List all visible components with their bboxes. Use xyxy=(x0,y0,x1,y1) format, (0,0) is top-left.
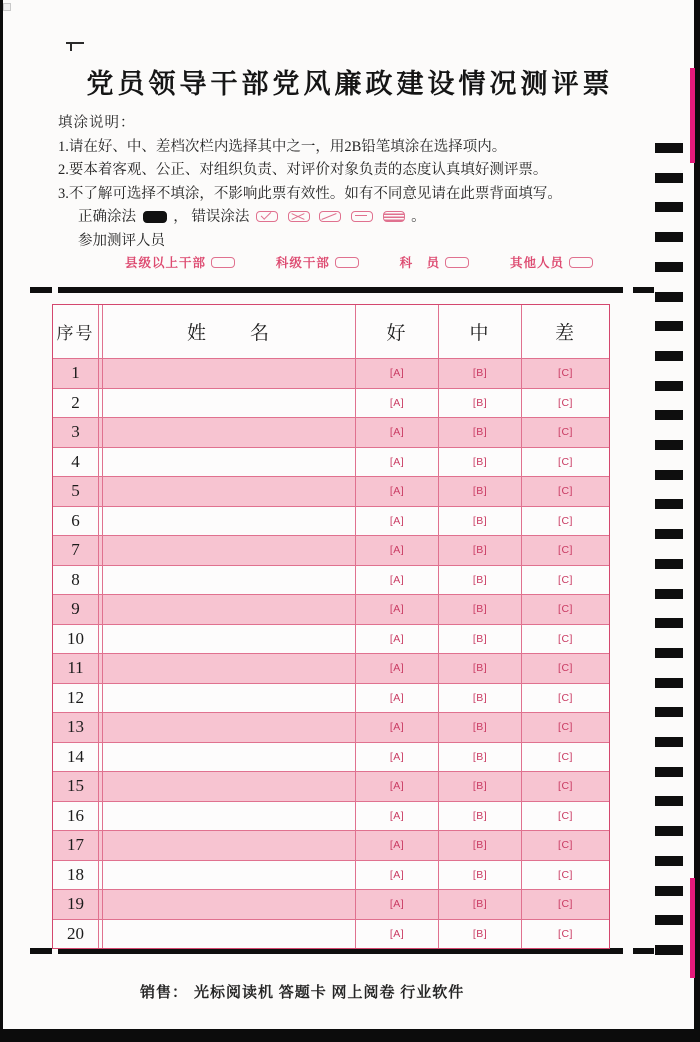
row-number: 13 xyxy=(53,713,99,742)
option-cell-good xyxy=(355,418,438,447)
row-number: 3 xyxy=(53,418,99,447)
option-cell-bad xyxy=(521,389,609,418)
row-number: 18 xyxy=(53,861,99,890)
option-cell-bad xyxy=(521,625,609,654)
option-bubble-bad[interactable]: [C] xyxy=(558,839,573,852)
col-header-bad: 差 xyxy=(521,305,609,358)
table-row xyxy=(53,742,609,772)
option-bubble-good[interactable]: [A] xyxy=(389,485,405,498)
option-bubble-bad[interactable]: [C] xyxy=(558,927,573,940)
option-bubble-bad[interactable]: [C] xyxy=(558,485,573,498)
name-cell[interactable] xyxy=(102,359,355,388)
option-cell-bad xyxy=(521,448,609,477)
timing-mark xyxy=(655,262,683,272)
option-cell-bad xyxy=(521,772,609,801)
option-bubble-good[interactable]: [A] xyxy=(389,750,405,763)
option-cell-good xyxy=(355,890,438,919)
instruction-item: 2.要本着客观、公正、对组织负责、对评价对象负责的态度认真填好测评票。 xyxy=(58,162,548,178)
row-number: 12 xyxy=(53,684,99,713)
option-cell-good xyxy=(355,831,438,860)
option-cell-good xyxy=(355,713,438,742)
sync-dash-bottom-left xyxy=(30,948,52,954)
name-cell[interactable] xyxy=(102,418,355,447)
option-cell-bad xyxy=(521,507,609,536)
left-edge-line xyxy=(0,0,3,1042)
timing-mark xyxy=(655,143,683,153)
participant-category-label: 科 员 xyxy=(399,256,441,270)
sync-dash-top-right xyxy=(633,287,654,293)
option-cell-good xyxy=(355,625,438,654)
option-cell-good xyxy=(355,536,438,565)
option-cell-mid xyxy=(438,536,521,565)
option-cell-good xyxy=(355,359,438,388)
option-bubble-mid[interactable]: [B] xyxy=(472,455,488,468)
option-bubble-good[interactable]: [A] xyxy=(389,632,405,645)
timing-mark xyxy=(655,529,683,539)
timing-mark xyxy=(655,410,683,420)
option-cell-good xyxy=(355,389,438,418)
footer-label: 销售： xyxy=(140,985,189,1001)
option-bubble-mid[interactable]: [B] xyxy=(472,544,488,557)
option-cell-mid xyxy=(438,359,521,388)
option-bubble-bad[interactable]: [C] xyxy=(558,898,573,911)
table-row xyxy=(53,919,609,949)
option-cell-mid xyxy=(438,920,521,949)
option-bubble-mid[interactable]: [B] xyxy=(472,573,488,586)
option-cell-bad xyxy=(521,831,609,860)
col-header-mid: 中 xyxy=(438,305,521,358)
row-number: 10 xyxy=(53,625,99,654)
name-cell[interactable] xyxy=(102,890,355,919)
option-cell-mid xyxy=(438,625,521,654)
timing-mark xyxy=(655,707,683,717)
option-bubble-mid[interactable]: [B] xyxy=(472,485,488,498)
table-row xyxy=(53,830,609,860)
option-cell-mid xyxy=(438,890,521,919)
timing-mark xyxy=(655,767,683,777)
row-number: 19 xyxy=(53,890,99,919)
name-cell[interactable] xyxy=(102,536,355,565)
option-bubble-mid[interactable]: [B] xyxy=(472,809,488,822)
timing-mark xyxy=(655,440,683,450)
option-bubble-good[interactable]: [A] xyxy=(389,455,405,468)
name-cell[interactable] xyxy=(102,861,355,890)
option-bubble-good[interactable]: [A] xyxy=(389,721,405,734)
option-bubble-mid[interactable]: [B] xyxy=(472,868,488,881)
comma: ， xyxy=(173,209,188,225)
timing-mark xyxy=(655,915,683,925)
col-header-no: 序号 xyxy=(53,305,99,358)
participants-heading: 参加测评人员 xyxy=(78,232,165,249)
option-bubble-mid[interactable]: [B] xyxy=(472,691,488,704)
option-cell-bad xyxy=(521,418,609,447)
col-header-name: 姓 名 xyxy=(102,305,355,358)
option-cell-good xyxy=(355,654,438,683)
participant-category-label: 县级以上干部 xyxy=(125,256,207,270)
row-number: 9 xyxy=(53,595,99,624)
timing-mark xyxy=(655,381,683,391)
option-bubble-bad[interactable]: [C] xyxy=(558,868,573,881)
name-cell[interactable] xyxy=(102,802,355,831)
option-bubble-bad[interactable]: [C] xyxy=(558,721,573,734)
option-bubble-mid[interactable]: [B] xyxy=(472,927,488,940)
option-cell-good xyxy=(355,920,438,949)
option-cell-bad xyxy=(521,890,609,919)
name-cell[interactable] xyxy=(102,920,355,949)
sync-dash-bottom-right xyxy=(633,948,654,954)
option-bubble-bad[interactable]: [C] xyxy=(558,426,573,439)
participant-categories-row xyxy=(125,253,593,271)
scan-artifact xyxy=(3,3,11,11)
option-bubble-mid[interactable]: [B] xyxy=(472,662,488,675)
option-bubble-mid[interactable]: [B] xyxy=(472,780,488,793)
option-cell-bad xyxy=(521,802,609,831)
row-number: 7 xyxy=(53,536,99,565)
option-cell-mid xyxy=(438,654,521,683)
timing-mark xyxy=(655,499,683,509)
option-bubble-bad[interactable]: [C] xyxy=(558,573,573,586)
timing-mark xyxy=(655,202,683,212)
timing-mark xyxy=(655,886,683,896)
option-cell-good xyxy=(355,477,438,506)
option-bubble-mid[interactable]: [B] xyxy=(472,367,488,380)
timing-mark xyxy=(655,737,683,747)
option-cell-bad xyxy=(521,536,609,565)
option-cell-mid xyxy=(438,418,521,447)
row-number: 2 xyxy=(53,389,99,418)
option-bubble-good[interactable]: [A] xyxy=(389,809,405,822)
table-row xyxy=(53,712,609,742)
table-row xyxy=(53,683,609,713)
minus-box-icon xyxy=(351,211,373,222)
option-bubble-bad[interactable]: [C] xyxy=(558,632,573,645)
option-bubble-good[interactable]: [A] xyxy=(389,691,405,704)
participant-category-label: 其他人员 xyxy=(509,256,564,270)
timing-mark xyxy=(655,945,683,955)
option-bubble-mid[interactable]: [B] xyxy=(472,898,488,911)
magenta-edge-bottom xyxy=(690,878,695,978)
option-bubble-mid[interactable]: [B] xyxy=(472,632,488,645)
table-row xyxy=(53,476,609,506)
striped-box-icon xyxy=(383,211,405,222)
row-number: 4 xyxy=(53,448,99,477)
table-row xyxy=(53,565,609,595)
sync-bar-top xyxy=(58,287,623,293)
name-cell[interactable] xyxy=(102,389,355,418)
option-cell-bad xyxy=(521,920,609,949)
row-number: 16 xyxy=(53,802,99,831)
option-cell-mid xyxy=(438,802,521,831)
option-bubble-mid[interactable]: [B] xyxy=(472,721,488,734)
option-bubble-bad[interactable]: [C] xyxy=(558,662,573,675)
option-cell-bad xyxy=(521,684,609,713)
name-cell[interactable] xyxy=(102,595,355,624)
option-cell-mid xyxy=(438,507,521,536)
option-bubble-good[interactable]: [A] xyxy=(389,603,405,616)
sync-dash-top-left xyxy=(30,287,52,293)
row-number: 15 xyxy=(53,772,99,801)
option-cell-bad xyxy=(521,595,609,624)
option-bubble-good[interactable]: [A] xyxy=(389,662,405,675)
timing-mark xyxy=(655,351,683,361)
row-number: 14 xyxy=(53,743,99,772)
row-number: 6 xyxy=(53,507,99,536)
timing-mark xyxy=(655,796,683,806)
option-cell-good xyxy=(355,595,438,624)
table-row xyxy=(53,417,609,447)
timing-mark xyxy=(655,470,683,480)
footer-items: 光标阅读机 答题卡 网上阅卷 行业软件 xyxy=(194,985,465,1001)
instructions-heading: 填涂说明： xyxy=(58,115,136,131)
row-number: 20 xyxy=(53,920,99,949)
marking-legend xyxy=(78,206,633,230)
table-row xyxy=(53,624,609,654)
timing-mark xyxy=(655,292,683,302)
option-cell-bad xyxy=(521,359,609,388)
timing-mark xyxy=(655,678,683,688)
participant-category-label: 科级干部 xyxy=(275,256,330,270)
bottom-edge-bar xyxy=(0,1029,700,1042)
option-bubble-bad[interactable]: [C] xyxy=(558,396,573,409)
name-cell[interactable] xyxy=(102,507,355,536)
name-cell[interactable] xyxy=(102,625,355,654)
option-bubble-good[interactable]: [A] xyxy=(389,426,405,439)
option-bubble-bad[interactable]: [C] xyxy=(558,750,573,763)
table-row xyxy=(53,358,609,388)
check-box-icon xyxy=(256,211,278,222)
participant-category xyxy=(510,253,593,271)
option-cell-mid xyxy=(438,477,521,506)
option-cell-mid xyxy=(438,448,521,477)
instructions-block xyxy=(58,112,633,253)
table-header-row xyxy=(53,305,609,358)
table-row xyxy=(53,653,609,683)
option-bubble-good[interactable]: [A] xyxy=(389,898,405,911)
option-bubble-good[interactable]: [A] xyxy=(389,396,405,409)
option-bubble-bad[interactable]: [C] xyxy=(558,455,573,468)
table-row xyxy=(53,801,609,831)
option-bubble-bad[interactable]: [C] xyxy=(558,514,573,527)
option-cell-good xyxy=(355,566,438,595)
name-cell[interactable] xyxy=(102,448,355,477)
table-row xyxy=(53,889,609,919)
table-row xyxy=(53,535,609,565)
row-number: 8 xyxy=(53,566,99,595)
name-cell[interactable] xyxy=(102,772,355,801)
instruction-item: 1.请在好、中、差档次栏内选择其中之一，用2B铅笔填涂在选择项内。 xyxy=(58,138,507,155)
option-cell-good xyxy=(355,861,438,890)
timing-mark xyxy=(655,826,683,836)
option-bubble-mid[interactable]: [B] xyxy=(472,750,488,763)
name-cell[interactable] xyxy=(102,566,355,595)
option-cell-mid xyxy=(438,772,521,801)
registration-mark-icon xyxy=(66,42,84,52)
name-cell[interactable] xyxy=(102,477,355,506)
correct-marking-label: 正确涂法 xyxy=(78,209,136,225)
name-cell[interactable] xyxy=(102,743,355,772)
row-number: 17 xyxy=(53,831,99,860)
participant-category xyxy=(400,253,470,271)
option-bubble-bad[interactable]: [C] xyxy=(558,367,573,380)
option-cell-mid xyxy=(438,831,521,860)
table-row xyxy=(53,447,609,477)
option-bubble-bad[interactable]: [C] xyxy=(558,809,573,822)
row-number: 11 xyxy=(53,654,99,683)
option-bubble-good[interactable]: [A] xyxy=(389,927,405,940)
slash-box-icon xyxy=(319,211,341,222)
option-cell-good xyxy=(355,684,438,713)
option-bubble-good[interactable]: [A] xyxy=(389,839,405,852)
option-bubble-good[interactable]: [A] xyxy=(389,514,405,527)
option-bubble-bad[interactable]: [C] xyxy=(558,691,573,704)
table-row xyxy=(53,860,609,890)
option-cell-good xyxy=(355,772,438,801)
timing-mark xyxy=(655,173,683,183)
cross-box-icon xyxy=(288,211,310,222)
option-bubble-mid[interactable]: [B] xyxy=(472,603,488,616)
option-cell-mid xyxy=(438,861,521,890)
option-bubble-good[interactable]: [A] xyxy=(389,544,405,557)
participant-category xyxy=(276,253,359,271)
participant-category-bubble[interactable] xyxy=(569,257,593,268)
row-number: 5 xyxy=(53,477,99,506)
option-bubble-good[interactable]: [A] xyxy=(389,367,405,380)
option-cell-mid xyxy=(438,684,521,713)
timing-mark xyxy=(655,589,683,599)
period: 。 xyxy=(411,209,426,225)
timing-mark xyxy=(655,648,683,658)
option-cell-bad xyxy=(521,861,609,890)
option-cell-mid xyxy=(438,389,521,418)
timing-mark xyxy=(655,618,683,628)
option-cell-bad xyxy=(521,713,609,742)
table-row xyxy=(53,594,609,624)
option-bubble-bad[interactable]: [C] xyxy=(558,544,573,557)
option-bubble-mid[interactable]: [B] xyxy=(472,396,488,409)
option-cell-mid xyxy=(438,743,521,772)
participant-category-bubble[interactable] xyxy=(211,257,235,268)
option-cell-mid xyxy=(438,595,521,624)
option-bubble-bad[interactable]: [C] xyxy=(558,603,573,616)
option-cell-bad xyxy=(521,566,609,595)
name-cell[interactable] xyxy=(102,684,355,713)
option-bubble-mid[interactable]: [B] xyxy=(472,839,488,852)
participant-category xyxy=(125,253,235,271)
option-cell-bad xyxy=(521,743,609,772)
timing-mark xyxy=(655,232,683,242)
option-cell-good xyxy=(355,802,438,831)
option-cell-good xyxy=(355,743,438,772)
participant-category-bubble[interactable] xyxy=(335,257,359,268)
option-bubble-good[interactable]: [A] xyxy=(389,573,405,586)
option-bubble-bad[interactable]: [C] xyxy=(558,780,573,793)
table-row xyxy=(53,388,609,418)
evaluation-table xyxy=(52,304,610,949)
wrong-marking-label: 错误涂法 xyxy=(191,209,250,225)
option-bubble-mid[interactable]: [B] xyxy=(472,514,488,527)
timing-mark xyxy=(655,559,683,569)
option-bubble-good[interactable]: [A] xyxy=(389,780,405,793)
option-cell-good xyxy=(355,448,438,477)
footer-text xyxy=(140,981,470,1002)
name-cell[interactable] xyxy=(102,654,355,683)
participant-category-bubble[interactable] xyxy=(445,257,469,268)
table-row xyxy=(53,771,609,801)
instructions-list xyxy=(58,136,633,207)
option-cell-good xyxy=(355,507,438,536)
table-row xyxy=(53,506,609,536)
option-cell-bad xyxy=(521,477,609,506)
option-bubble-good[interactable]: [A] xyxy=(389,868,405,881)
col-header-good: 好 xyxy=(355,305,438,358)
name-cell[interactable] xyxy=(102,831,355,860)
option-bubble-mid[interactable]: [B] xyxy=(472,426,488,439)
option-cell-bad xyxy=(521,654,609,683)
option-cell-mid xyxy=(438,566,521,595)
timing-mark xyxy=(655,321,683,331)
instruction-item: 3.不了解可选择不填涂，不影响此票有效性。如有不同意见请在此票背面填写。 xyxy=(58,185,562,202)
name-cell[interactable] xyxy=(102,713,355,742)
timing-mark xyxy=(655,856,683,866)
page-title: 党员领导干部党风廉政建设情况测评票 xyxy=(86,69,614,99)
filled-box-icon xyxy=(143,211,167,223)
option-cell-mid xyxy=(438,713,521,742)
row-number: 1 xyxy=(53,359,99,388)
